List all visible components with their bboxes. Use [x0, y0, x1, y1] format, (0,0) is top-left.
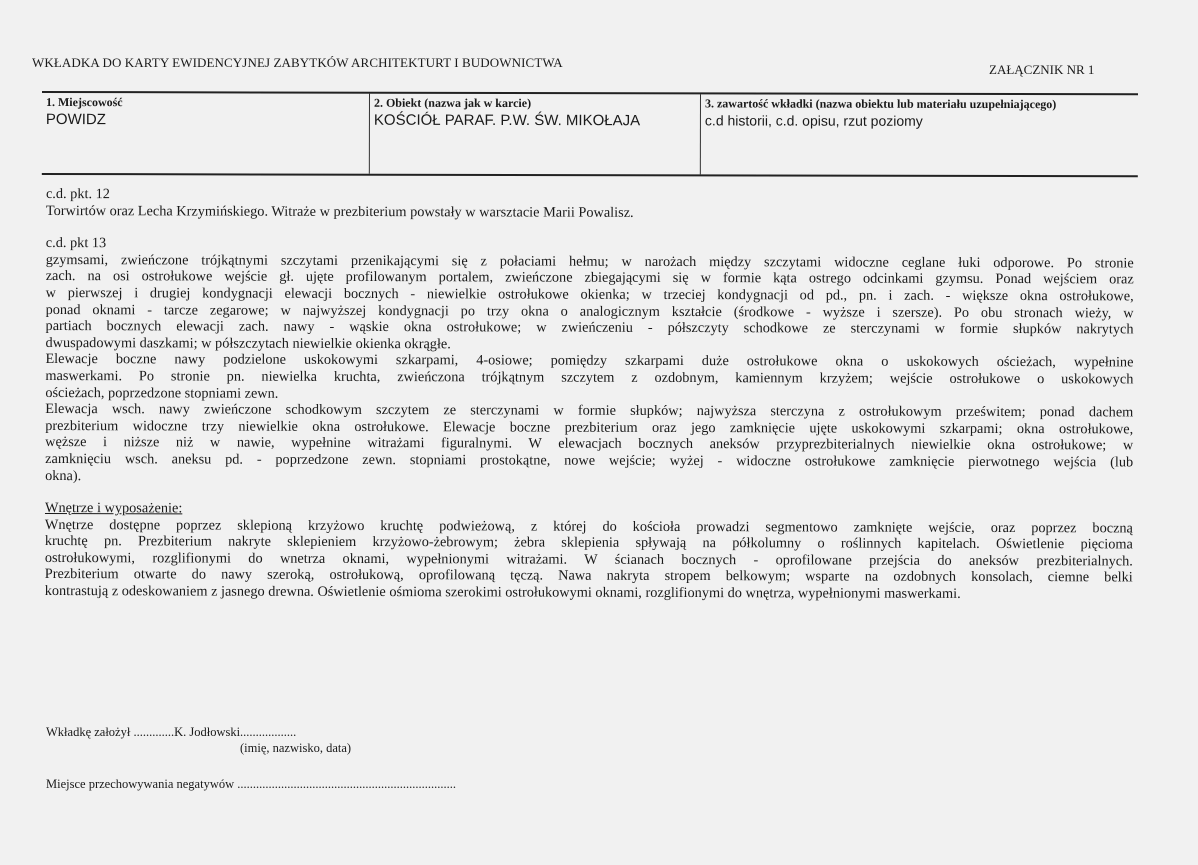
text-line: maswerkami. Po stronie pn. niewielka kruchta, zwieńczona trójkątnym szczytem z ozdobnym, kamiennym krzyżem; wejście ostrołukowe o uskokowych — [45, 367, 1134, 388]
text-line: ponad oknami - tarcze zegarowe; w najwyższej kondygnacji po trzy okna o analogicznym kształcie (środkowe - wyższe i szersze). Po obu stronach wieży, w — [45, 301, 1134, 321]
text-line: zamknięciu wsch. aneksu pd. - poprzedzone zewn. stopniami prostokątne, nowe wejście; wyżej - widoczne ostrołukowe zamknięcie pierwotnego wejścia (lub — [45, 450, 1134, 471]
text-line: ościeżach, poprzedzone stopniami zewn. — [45, 384, 279, 402]
field-object-value: KOŚCIÓŁ PARAF. P.W. ŚW. MIKOŁAJA — [373, 111, 641, 130]
text-line: Wnętrze dostępne poprzez sklepioną krzyżowo kruchtę podwieżową, z której do kościoła prowadzi segmentowo zamknięte wejście, oraz poprzez boczną — [44, 516, 1133, 537]
text-line: okna). — [45, 467, 82, 484]
pkt13-heading: c.d. pkt 13 — [45, 235, 107, 252]
created-by-hint: (imię, nazwisko, data) — [240, 741, 352, 755]
pkt12-text: Torwirtów oraz Lecha Krzymińskiego. Witraże w prezbiterium powstały w warsztacie Marii Powalisz. — [45, 202, 634, 221]
negatives-location-line: Miejsce przechowywania negatywów ...................................................................... — [46, 777, 456, 791]
text-line: Prezbiterium otwarte do nawy szeroką, ostrołukową, oprofilowaną tęczą. Nawa nakryta stropem belkowym; wsparte na ozdobnych konsolach, ciemne belki — [44, 566, 1133, 586]
field-place — [42, 93, 369, 174]
text-line: w pierwszej i drugiej kondygnacji elewacji bocznych - niewielkie ostrołukowe okienka; w trzeciej kondygnacji od pd., pn. i zach. - większe okna ostrołukowe, — [45, 284, 1134, 305]
created-by-line: Wkładkę założył .............K. Jodłowski.................. — [46, 725, 297, 739]
text-line: ostrołukowymi, rozglifionymi do wnetrza oknami, wypełnionymi witrażami. W ścianach bocznych - oprofilowane przejścia do aneksów prezbiterialnych. — [44, 549, 1133, 570]
annex-number: ZAŁĄCZNIK NR 1 — [989, 62, 1095, 77]
pkt12-heading: c.d. pkt. 12 — [45, 186, 110, 203]
document-body — [45, 186, 1134, 603]
form-title: WKŁADKA DO KARTY EWIDENCYJNEJ ZABYTKÓW ARCHITEKTURT I BUDOWNICTWA — [32, 55, 563, 70]
field-place-value: POWIDZ — [45, 111, 106, 129]
text-line: Elewacja wsch. nawy zwieńczone schodkowym szczytem ze sterczynami w formie słupków; najwyższa sterczyna z ostrołukowym prześwitem; ponad dachem — [45, 401, 1134, 421]
text-line: kontrastują z odeskowaniem z jasnego drewna. Oświetlenie ośmioma szerokimi ostrołukowymi oknami, rozglifionymi do wnętrza, wypełnionymi maswerkami. — [44, 583, 961, 602]
field-content — [700, 94, 1138, 175]
text-line: dwuspadowymi daszkami; w półszczytach niewielkie okienka okrągłe. — [45, 334, 451, 353]
field-content-label: 3. zawartość wkładki (nazwa obiektu lub materiału uzupełniającego) — [704, 96, 1057, 112]
interior-paragraphs — [45, 517, 1133, 603]
text-line: gzymsami, zwieńczone trójkątnymi szczytami przenikającymi się z połaciami hełmu; w narożach między szczytami widoczne ceglane łuki odporowe. Po stronie — [45, 251, 1134, 272]
text-line: Elewacje boczne nawy podzielone uskokowymi szkarpami, 4-osiowe; pomiędzy szkarpami duże ostrołukowe okna o uskokowych ościeżach, wypełnine — [45, 351, 1134, 371]
text-line: zach. na osi ostrołukowe wejście gł. ujęte profilowanym portalem, zwieńczone zbiegającymi się w formie kąta ostrego odcinkami gzymsu. Ponad wejściem oraz — [45, 268, 1134, 288]
field-object-label: 2. Obiekt (nazwa jak w karcie) — [373, 95, 532, 111]
text-line: kruchtę pn. Prezbiterium nakryte sklepieniem krzyżowo-żebrowym; żebra sklepienia spływają na półkolumny o roślinnych kapitelach. Oświetlenie pięciomа — [44, 533, 1133, 553]
field-content-value: c.d historii, c.d. opisu, rzut poziomy — [704, 112, 923, 129]
header-fields-table — [42, 91, 1138, 177]
pkt13-paragraphs — [45, 252, 1134, 488]
text-line: partiach bocznych elewacji zach. nawy - wąskie okna ostrołukowe; w zwieńczeniu - półszczyty schodkowe ze sterczynami w formie słupków nakrytych — [45, 318, 1134, 338]
field-object — [369, 94, 700, 175]
text-line: węższe i niższe niż w nawie, wypełnine witrażami figuralnymi. W elewacjach bocznych aneksów przyprezbiterialnych niewielkie okna ostrołukowe; w — [45, 434, 1134, 454]
interior-heading: Wnętrze i wyposażenie: — [44, 500, 183, 517]
text-line: prezbiterium widoczne trzy niewielkie okna ostrołukowe. Elewacje boczne prezbiterium oraz jego zamknięcie ujęte uskokowymi szkarpami; okna ostrołukowe, — [45, 417, 1134, 438]
field-place-label: 1. Miejscowość — [45, 95, 123, 110]
